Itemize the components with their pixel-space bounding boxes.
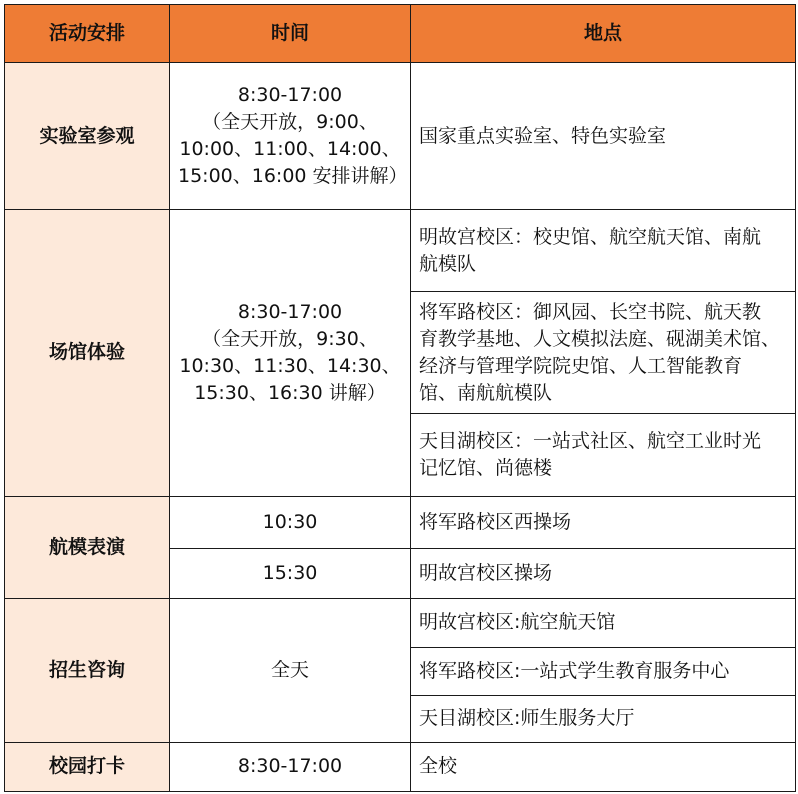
table-row: [5, 742, 796, 791]
location-cell: 国家重点实验室、特色实验室: [411, 63, 796, 210]
header-row: [5, 5, 796, 63]
table-row: [5, 598, 796, 647]
location-cell: [411, 210, 796, 292]
header-location: 地点: [411, 5, 796, 63]
location-cell: 将军路校区:一站式学生教育服务中心: [411, 647, 796, 695]
activity-schedule-table: [4, 4, 796, 792]
time-cell: [170, 210, 411, 496]
time-line: 15:30、16:30 讲解）: [194, 381, 386, 404]
table-row: [5, 63, 796, 210]
location-cell: 全校: [411, 742, 796, 791]
table-row: [5, 210, 796, 292]
time-line: 10:00、11:00、14:00、: [179, 138, 401, 161]
location-cell: 将军路校区西操场: [411, 496, 796, 548]
time-line: 15:00、16:00 安排讲解）: [178, 165, 408, 188]
location-cell: 明故宫校区操场: [411, 548, 796, 598]
time-line: （全天开放，9:30、: [202, 327, 378, 350]
location-cell: 天目湖校区:师生服务大厅: [411, 695, 796, 742]
activity-cell: 实验室参观: [5, 63, 170, 210]
time-cell: 15:30: [170, 548, 411, 598]
header-time: 时间: [170, 5, 411, 63]
time-cell: 8:30-17:00: [170, 742, 411, 791]
location-line: 馆、南航航模队: [419, 381, 553, 404]
location-line: 记忆馆、尚德楼: [419, 457, 553, 480]
location-cell: [411, 414, 796, 496]
time-cell: 10:30: [170, 496, 411, 548]
header-activity: 活动安排: [5, 5, 170, 63]
location-line: 明故宫校区：校史馆、航空航天馆、南航: [419, 225, 762, 248]
table-row: [5, 496, 796, 548]
time-line: 10:30、11:30、14:30、: [179, 354, 401, 377]
location-line: 航模队: [419, 252, 477, 275]
time-line: （全天开放，9:00、: [202, 111, 378, 134]
location-line: 经济与管理学院院史馆、人工智能教育: [419, 354, 743, 377]
activity-cell: 航模表演: [5, 496, 170, 598]
location-cell: 明故宫校区:航空航天馆: [411, 598, 796, 647]
location-line: 天目湖校区：一站式社区、航空工业时光: [419, 430, 762, 453]
location-line: 育教学基地、人文模拟法庭、砚湖美术馆、: [419, 327, 781, 350]
activity-cell: 校园打卡: [5, 742, 170, 791]
location-line: 将军路校区：御风园、长空书院、航天教: [419, 300, 762, 323]
location-cell: [411, 292, 796, 414]
time-line: 8:30-17:00: [237, 84, 343, 107]
activity-cell: 招生咨询: [5, 598, 170, 742]
time-line: 8:30-17:00: [237, 300, 343, 323]
time-cell: [170, 63, 411, 210]
time-cell: 全天: [170, 598, 411, 742]
activity-cell: 场馆体验: [5, 210, 170, 496]
